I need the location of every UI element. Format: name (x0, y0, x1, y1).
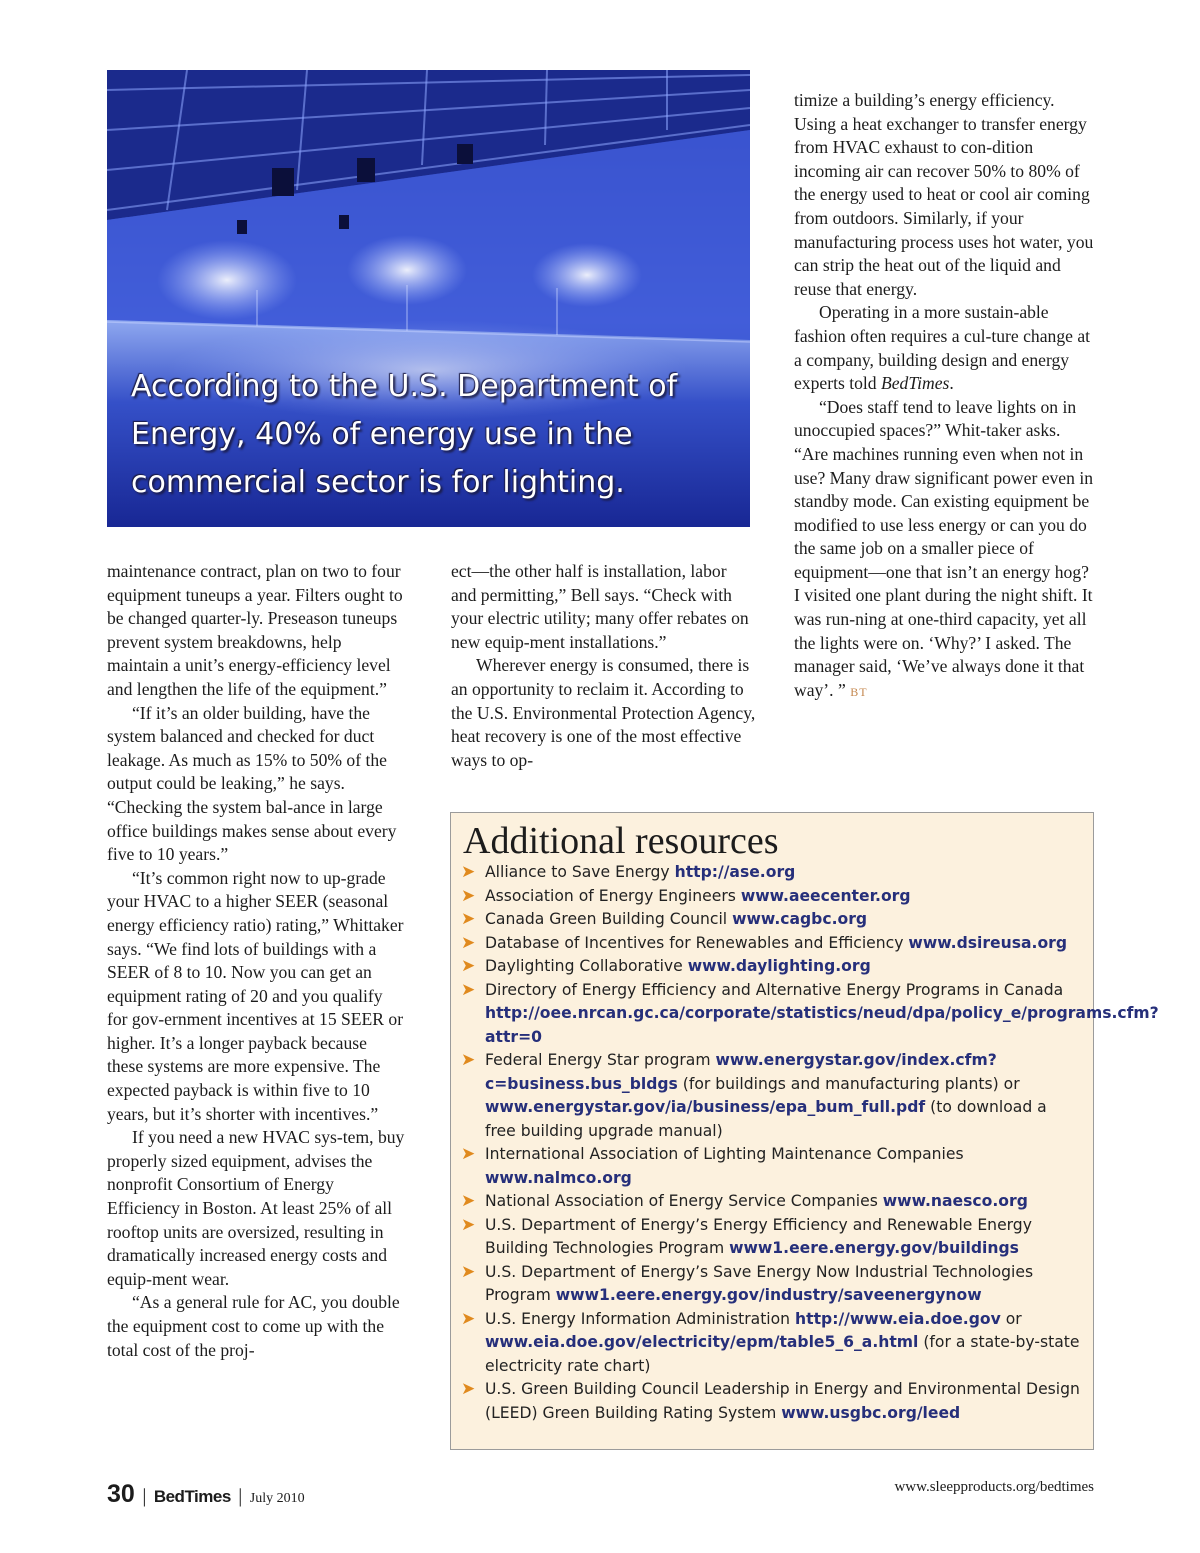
arrow-bullet-icon: ➤ (461, 932, 476, 953)
resource-text: Alliance to Save Energy (485, 863, 675, 881)
arrow-bullet-icon: ➤ (461, 979, 476, 1000)
resource-link[interactable]: www.eia.doe.gov/electricity/epm/table5_6_a.html (485, 1333, 919, 1351)
resource-text: (to download a free building upgrade manual) (485, 1098, 1047, 1140)
resources-title: Additional resources (463, 820, 779, 862)
resource-item (461, 1049, 1081, 1143)
resource-text: Association of Energy Engineers (485, 886, 741, 905)
resource-item (461, 979, 1159, 1050)
resource-text: National Association of Energy Service Companies (485, 1192, 883, 1210)
footer-folio (107, 1480, 305, 1509)
resource-text: (for a state-by-state electricity rate chart) (485, 1333, 1080, 1375)
paragraph: timize a building’s energy efficiency. Using a heat exchanger to transfer energy from HVAC exhaust to con-dition incoming air can recover 50% to 80% of the energy used to heat or cool air coming from outdoors. Similarly, if your manufacturing process uses hot water, you can strip the heat out of the liquid and reuse that energy. (794, 90, 1094, 299)
resource-text: International Association of Lighting Maintenance Companies (485, 1145, 964, 1163)
arrow-bullet-icon: ➤ (461, 1308, 476, 1329)
resource-link[interactable]: www1.eere.energy.gov/buildings (729, 1239, 1019, 1257)
resource-text: Directory of Energy Efficiency and Alternative Energy Programs in Canada (485, 980, 1064, 999)
additional-resources-box (450, 812, 1159, 1450)
end-mark: BT (850, 684, 868, 699)
resource-text: U.S. Department of Energy’s Save Energy Now Industrial Technologies Program (485, 1262, 1034, 1304)
arrow-bullet-icon: ➤ (461, 956, 476, 976)
resource-link[interactable]: www.naesco.org (882, 1192, 1028, 1210)
resource-text: U.S. Department of Energy’s Energy Efficiency and Renewable Energy Building Technologies Program (485, 1215, 1032, 1257)
resource-link[interactable]: www.nalmco.org (485, 1168, 632, 1187)
body-column-left (107, 560, 407, 1362)
footer-website[interactable]: www.sleepproducts.org/bedtimes (894, 1479, 1094, 1495)
resource-item (461, 1190, 1081, 1214)
paragraph: “If it’s an older building, have the system balanced and checked for duct leakage. As much as 15% to 50% of the output could be leaking,” he says. “Checking the system bal-ance in large office buildings makes sense about every five to 10 years.” (107, 702, 397, 865)
arrow-bullet-icon: ➤ (461, 862, 476, 882)
resource-item (461, 1378, 1081, 1425)
paragraph: “It’s common right now to up-grade your HVAC to a higher SEER (seasonal energy efficiency ratio) rating,” Whittaker says. “We find lots of buildings with a SEER of 8 to 10. Now you can get an equipment rating of 20 and you qualify for gov-ernment incentives at 15 SEER or higher. It’s a longer payback because these systems are more expensive. The expected payback is within five to 10 years, but it’s shorter with incentives.” (107, 867, 404, 1124)
resource-link[interactable]: http://ase.org (674, 863, 796, 881)
arrow-bullet-icon: ➤ (461, 1379, 476, 1399)
arrow-bullet-icon: ➤ (461, 1144, 476, 1164)
publication-name: BedTimes (153, 1487, 231, 1506)
issue-date: July 2010 (249, 1491, 305, 1506)
body-column-middle (451, 560, 756, 772)
arrow-bullet-icon: ➤ (461, 1261, 476, 1282)
resource-item (461, 1308, 1081, 1379)
arrow-bullet-icon: ➤ (461, 1214, 476, 1235)
resource-text: U.S. Energy Information Administration (485, 1309, 796, 1328)
resource-link[interactable]: www1.eere.energy.gov/industry/saveenergynow (555, 1286, 982, 1304)
resource-item (461, 1261, 1081, 1308)
arrow-bullet-icon: ➤ (461, 1050, 476, 1070)
resource-text: Database of Incentives for Renewables and Efficiency (485, 933, 909, 952)
resource-link[interactable]: www.daylighting.org (687, 957, 871, 975)
period: . (949, 373, 954, 394)
publication-name: BedTimes (880, 373, 950, 394)
footer-separator: | (142, 1485, 147, 1507)
arrow-bullet-icon: ➤ (461, 1191, 476, 1211)
body-column-right (794, 89, 1096, 704)
paragraph-text: “Does staff tend to leave lights on in unoccupied spaces?” Whit-taker asks. “Are machines running even when not in use? Many draw significant power even in standby mode. Can existing equipment be modified to use less energy or can you do the same job on a smaller piece of equipment—one that isn’t an energy hog? I visited one plant during the night shift. It was run-ning at one-third capacity, yet all the lights were on. ‘Why?’ I asked. The manager said, ‘We’ve always done it that way’. ” (794, 396, 1093, 700)
hero-photo (107, 70, 750, 527)
resource-link[interactable]: www.usgbc.org/leed (781, 1403, 961, 1422)
paragraph (794, 396, 1096, 705)
resource-item (461, 1214, 1081, 1261)
resource-item (461, 932, 1081, 956)
paragraph-text: Operating in a more sustain-able fashion often requires a cul-ture change at a company, building design and energy experts told (794, 302, 1091, 394)
resource-text: Federal Energy Star program (485, 1051, 716, 1069)
photo-caption: According to the U.S. Department of Energy, 40% of energy use in the commercial sector is for lighting. (131, 369, 678, 500)
paragraph: ect—the other half is installation, labor and permitting,” Bell says. “Check with your electric utility; many offer rebates on new equip-ment installations.” (451, 561, 749, 652)
resource-link[interactable]: http://oee.nrcan.gc.ca/corporate/statistics/neud/dpa/policy_e/programs.cfm?attr=0 (485, 1004, 1159, 1046)
paragraph: maintenance contract, plan on two to four equipment tuneups a year. Filters ought to be changed quarter-ly. Preseason tuneups prevent system breakdowns, help maintain a unit’s energy-efficiency level and lengthen the life of the equipment.” (107, 561, 403, 699)
resource-link[interactable]: www.cagbc.org (732, 910, 868, 928)
resource-item (461, 861, 1081, 885)
resource-item (461, 885, 1081, 909)
resource-link[interactable]: www.energystar.gov/index.cfm?c=business.bus_bldgs (485, 1051, 997, 1093)
resource-text: (for buildings and manufacturing plants) or (677, 1074, 1020, 1093)
resources-list (461, 861, 1159, 1425)
arrow-bullet-icon: ➤ (461, 909, 476, 929)
resource-text: Canada Green Building Council (485, 910, 733, 928)
paragraph: “As a general rule for AC, you double the equipment cost to come up with the total cost of the proj- (107, 1292, 400, 1360)
page-number: 30 (107, 1480, 135, 1508)
resource-link[interactable]: http://www.eia.doe.gov (795, 1309, 1001, 1328)
paragraph: Wherever energy is consumed, there is an opportunity to reclaim it. According to the U.S. Environmental Protection Agency, heat recovery is one of the most effective ways to op- (451, 655, 756, 770)
resource-item (461, 955, 1081, 979)
resource-link[interactable]: www.aeecenter.org (740, 886, 911, 905)
resource-link[interactable]: www.dsireusa.org (908, 933, 1068, 952)
resource-item (461, 908, 1081, 932)
resource-text: or (1000, 1309, 1022, 1328)
footer-separator: | (238, 1485, 243, 1507)
resource-link[interactable]: www.energystar.gov/ia/business/epa_bum_full.pdf (485, 1098, 926, 1116)
paragraph: If you need a new HVAC sys-tem, buy properly sized equipment, advises the nonprofit Consortium of Energy Efficiency in Boston. At least 25% of all rooftop units are oversized, resulting in dramatically increased energy costs and equip-ment wear. (107, 1127, 405, 1289)
arrow-bullet-icon: ➤ (461, 885, 476, 906)
resource-text: Daylighting Collaborative (485, 957, 688, 975)
resource-item (461, 1143, 1081, 1190)
resource-text: U.S. Green Building Council Leadership in Energy and Environmental Design (LEED) Green Building Rating System (485, 1380, 1080, 1422)
paragraph (794, 301, 1096, 395)
